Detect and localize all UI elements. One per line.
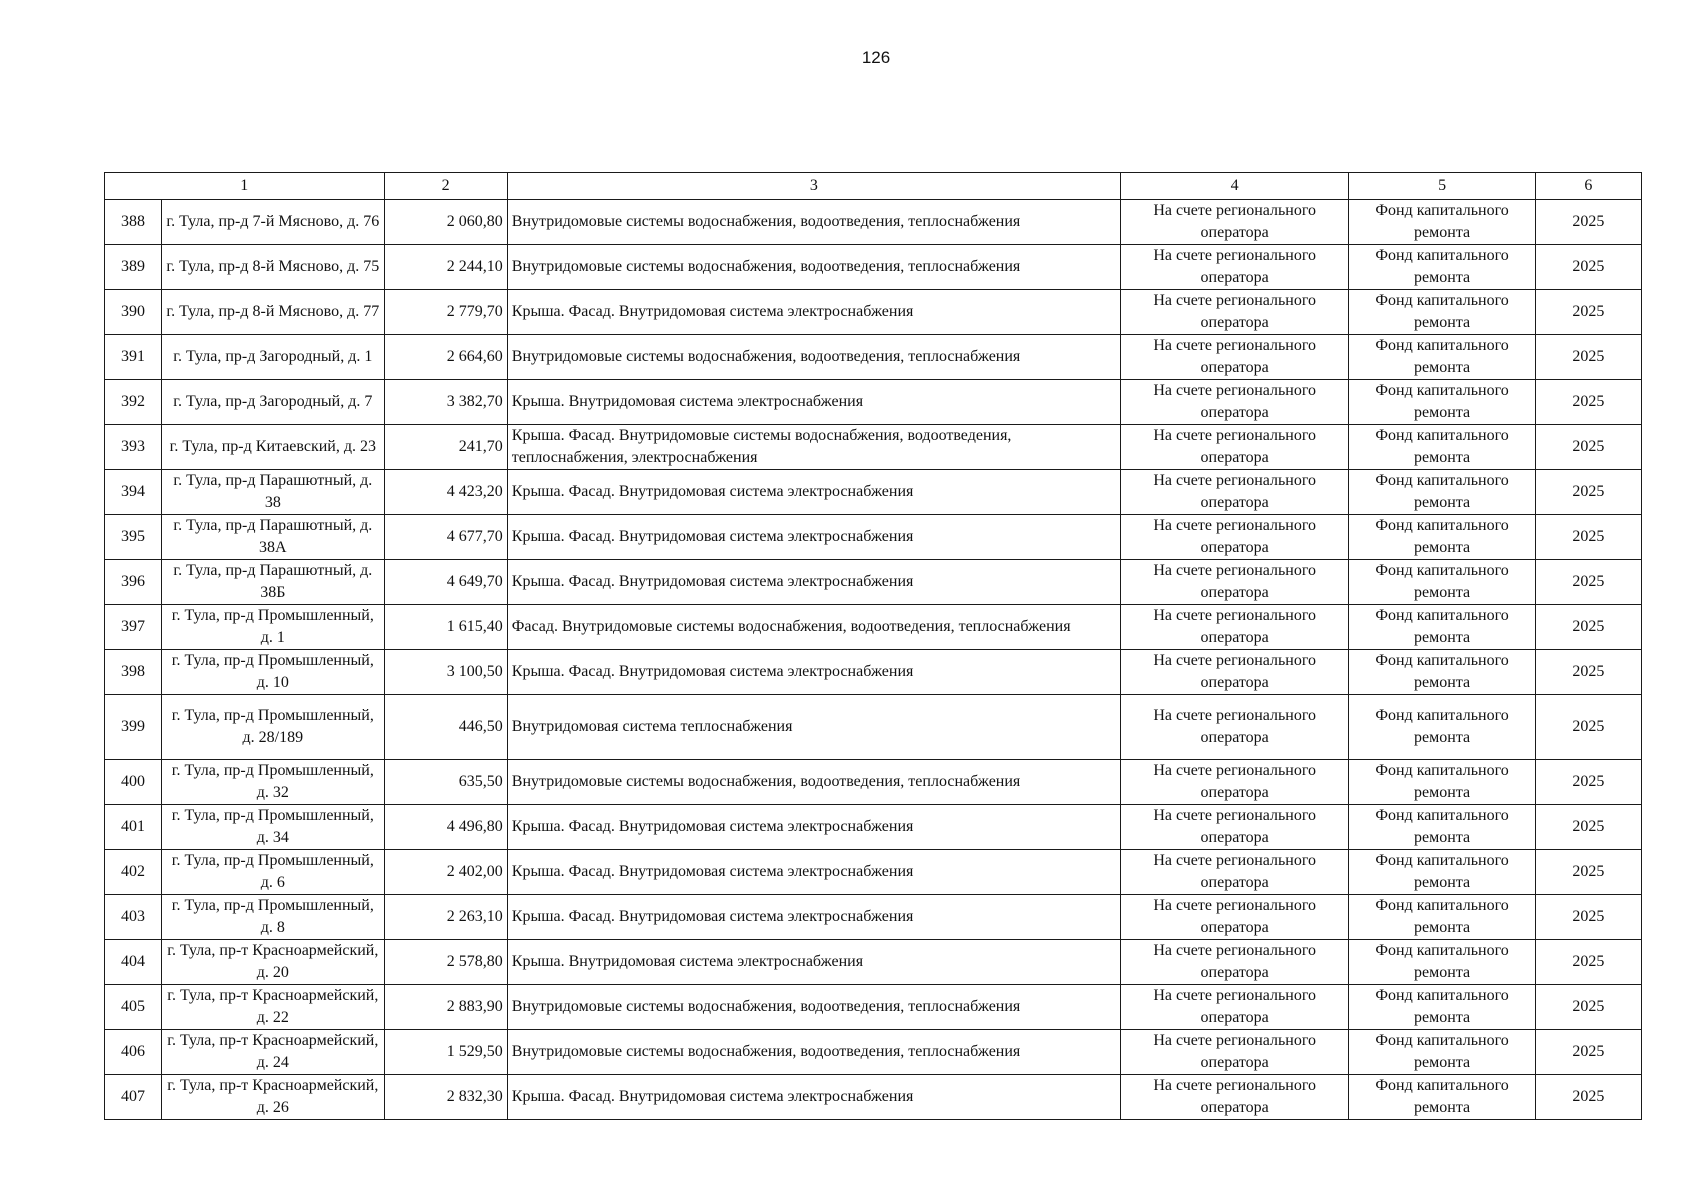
capital-repair-table (104, 172, 1642, 1120)
table-row (105, 850, 1642, 895)
account-cell: На счете регионального оператора (1120, 335, 1348, 380)
fund-cell: Фонд капитального ремонта (1349, 650, 1535, 695)
account-cell: На счете регионального оператора (1120, 805, 1348, 850)
works-cell: Фасад. Внутридомовые системы водоснабжения, водоотведения, теплоснабжения (507, 605, 1120, 650)
account-cell: На счете регионального оператора (1120, 515, 1348, 560)
account-cell: На счете регионального оператора (1120, 985, 1348, 1030)
address-cell: г. Тула, пр-д Парашютный, д. 38А (162, 515, 384, 560)
address-cell: г. Тула, пр-д 7-й Мясново, д. 76 (162, 200, 384, 245)
row-number: 406 (105, 1030, 162, 1075)
works-cell: Крыша. Фасад. Внутридомовая система электроснабжения (507, 805, 1120, 850)
address-cell: г. Тула, пр-д 8-й Мясново, д. 75 (162, 245, 384, 290)
row-number: 394 (105, 470, 162, 515)
address-cell: г. Тула, пр-д Промышленный, д. 8 (162, 895, 384, 940)
works-cell: Внутридомовые системы водоснабжения, водоотведения, теплоснабжения (507, 200, 1120, 245)
column-header-4: 4 (1120, 173, 1348, 200)
year-cell: 2025 (1535, 200, 1641, 245)
works-cell: Крыша. Фасад. Внутридомовая система электроснабжения (507, 515, 1120, 560)
year-cell: 2025 (1535, 1075, 1641, 1120)
area-cell: 2 402,00 (384, 850, 507, 895)
address-cell: г. Тула, пр-т Красноармейский, д. 24 (162, 1030, 384, 1075)
area-cell: 2 263,10 (384, 895, 507, 940)
row-number: 403 (105, 895, 162, 940)
fund-cell: Фонд капитального ремонта (1349, 695, 1535, 760)
works-cell: Крыша. Фасад. Внутридомовая система электроснабжения (507, 895, 1120, 940)
area-cell: 1 529,50 (384, 1030, 507, 1075)
area-cell: 4 649,70 (384, 560, 507, 605)
works-cell: Крыша. Внутридомовая система электроснабжения (507, 940, 1120, 985)
year-cell: 2025 (1535, 560, 1641, 605)
area-cell: 3 382,70 (384, 380, 507, 425)
table-row (105, 290, 1642, 335)
account-cell: На счете регионального оператора (1120, 1030, 1348, 1075)
account-cell: На счете регионального оператора (1120, 425, 1348, 470)
account-cell: На счете регионального оператора (1120, 560, 1348, 605)
fund-cell: Фонд капитального ремонта (1349, 895, 1535, 940)
fund-cell: Фонд капитального ремонта (1349, 380, 1535, 425)
works-cell: Внутридомовые системы водоснабжения, водоотведения, теплоснабжения (507, 985, 1120, 1030)
area-cell: 2 664,60 (384, 335, 507, 380)
table-row (105, 245, 1642, 290)
row-number: 398 (105, 650, 162, 695)
year-cell: 2025 (1535, 245, 1641, 290)
table-row (105, 335, 1642, 380)
area-cell: 241,70 (384, 425, 507, 470)
column-header-2: 2 (384, 173, 507, 200)
fund-cell: Фонд капитального ремонта (1349, 985, 1535, 1030)
row-number: 402 (105, 850, 162, 895)
works-cell: Внутридомовые системы водоснабжения, водоотведения, теплоснабжения (507, 760, 1120, 805)
row-number: 397 (105, 605, 162, 650)
fund-cell: Фонд капитального ремонта (1349, 560, 1535, 605)
row-number: 399 (105, 695, 162, 760)
column-header-5: 5 (1349, 173, 1535, 200)
fund-cell: Фонд капитального ремонта (1349, 940, 1535, 985)
works-cell: Крыша. Фасад. Внутридомовая система электроснабжения (507, 290, 1120, 335)
column-header-1: 1 (105, 173, 385, 200)
row-number: 401 (105, 805, 162, 850)
address-cell: г. Тула, пр-д Загородный, д. 1 (162, 335, 384, 380)
fund-cell: Фонд капитального ремонта (1349, 290, 1535, 335)
year-cell: 2025 (1535, 805, 1641, 850)
page-number: 126 (861, 48, 891, 67)
area-cell: 635,50 (384, 760, 507, 805)
account-cell: На счете регионального оператора (1120, 245, 1348, 290)
address-cell: г. Тула, пр-т Красноармейский, д. 26 (162, 1075, 384, 1120)
works-cell: Внутридомовые системы водоснабжения, водоотведения, теплоснабжения (507, 245, 1120, 290)
table-row (105, 760, 1642, 805)
table-row (105, 805, 1642, 850)
address-cell: г. Тула, пр-д Промышленный, д. 32 (162, 760, 384, 805)
table-row (105, 940, 1642, 985)
works-cell: Крыша. Фасад. Внутридомовая система электроснабжения (507, 1075, 1120, 1120)
row-number: 405 (105, 985, 162, 1030)
account-cell: На счете регионального оператора (1120, 895, 1348, 940)
area-cell: 2 060,80 (384, 200, 507, 245)
row-number: 392 (105, 380, 162, 425)
account-cell: На счете регионального оператора (1120, 695, 1348, 760)
table-row (105, 200, 1642, 245)
table-row (105, 695, 1642, 760)
year-cell: 2025 (1535, 760, 1641, 805)
address-cell: г. Тула, пр-д Промышленный, д. 1 (162, 605, 384, 650)
table-row (105, 985, 1642, 1030)
fund-cell: Фонд капитального ремонта (1349, 335, 1535, 380)
area-cell: 1 615,40 (384, 605, 507, 650)
works-cell: Крыша. Внутридомовая система электроснабжения (507, 380, 1120, 425)
row-number: 391 (105, 335, 162, 380)
address-cell: г. Тула, пр-д Парашютный, д. 38 (162, 470, 384, 515)
year-cell: 2025 (1535, 695, 1641, 760)
address-cell: г. Тула, пр-д Промышленный, д. 10 (162, 650, 384, 695)
account-cell: На счете регионального оператора (1120, 650, 1348, 695)
table-row (105, 650, 1642, 695)
fund-cell: Фонд капитального ремонта (1349, 200, 1535, 245)
area-cell: 446,50 (384, 695, 507, 760)
address-cell: г. Тула, пр-д 8-й Мясново, д. 77 (162, 290, 384, 335)
table-row (105, 1075, 1642, 1120)
fund-cell: Фонд капитального ремонта (1349, 1075, 1535, 1120)
year-cell: 2025 (1535, 850, 1641, 895)
row-number: 390 (105, 290, 162, 335)
address-cell: г. Тула, пр-д Промышленный, д. 28/189 (162, 695, 384, 760)
fund-cell: Фонд капитального ремонта (1349, 425, 1535, 470)
year-cell: 2025 (1535, 470, 1641, 515)
table-row (105, 470, 1642, 515)
area-cell: 4 423,20 (384, 470, 507, 515)
account-cell: На счете регионального оператора (1120, 200, 1348, 245)
fund-cell: Фонд капитального ремонта (1349, 805, 1535, 850)
area-cell: 4 496,80 (384, 805, 507, 850)
works-cell: Внутридомовая система теплоснабжения (507, 695, 1120, 760)
row-number: 388 (105, 200, 162, 245)
fund-cell: Фонд капитального ремонта (1349, 515, 1535, 560)
area-cell: 2 578,80 (384, 940, 507, 985)
year-cell: 2025 (1535, 425, 1641, 470)
fund-cell: Фонд капитального ремонта (1349, 605, 1535, 650)
row-number: 407 (105, 1075, 162, 1120)
area-cell: 4 677,70 (384, 515, 507, 560)
area-cell: 2 779,70 (384, 290, 507, 335)
table-row (105, 515, 1642, 560)
account-cell: На счете регионального оператора (1120, 1075, 1348, 1120)
table-header-row (105, 173, 1642, 200)
address-cell: г. Тула, пр-д Загородный, д. 7 (162, 380, 384, 425)
works-cell: Внутридомовые системы водоснабжения, водоотведения, теплоснабжения (507, 335, 1120, 380)
year-cell: 2025 (1535, 985, 1641, 1030)
fund-cell: Фонд капитального ремонта (1349, 1030, 1535, 1075)
row-number: 389 (105, 245, 162, 290)
row-number: 400 (105, 760, 162, 805)
table-row (105, 1030, 1642, 1075)
table-row (105, 425, 1642, 470)
area-cell: 2 832,30 (384, 1075, 507, 1120)
fund-cell: Фонд капитального ремонта (1349, 850, 1535, 895)
year-cell: 2025 (1535, 290, 1641, 335)
account-cell: На счете регионального оператора (1120, 940, 1348, 985)
year-cell: 2025 (1535, 650, 1641, 695)
account-cell: На счете регионального оператора (1120, 380, 1348, 425)
year-cell: 2025 (1535, 515, 1641, 560)
row-number: 393 (105, 425, 162, 470)
address-cell: г. Тула, пр-д Промышленный, д. 6 (162, 850, 384, 895)
table-row (105, 560, 1642, 605)
address-cell: г. Тула, пр-д Парашютный, д. 38Б (162, 560, 384, 605)
works-cell: Крыша. Фасад. Внутридомовая система электроснабжения (507, 560, 1120, 605)
table-row (105, 605, 1642, 650)
account-cell: На счете регионального оператора (1120, 290, 1348, 335)
area-cell: 2 883,90 (384, 985, 507, 1030)
row-number: 395 (105, 515, 162, 560)
area-cell: 3 100,50 (384, 650, 507, 695)
year-cell: 2025 (1535, 940, 1641, 985)
works-cell: Крыша. Фасад. Внутридомовые системы водоснабжения, водоотведения, теплоснабжения, электроснабжения (507, 425, 1120, 470)
fund-cell: Фонд капитального ремонта (1349, 470, 1535, 515)
area-cell: 2 244,10 (384, 245, 507, 290)
year-cell: 2025 (1535, 605, 1641, 650)
year-cell: 2025 (1535, 895, 1641, 940)
year-cell: 2025 (1535, 380, 1641, 425)
account-cell: На счете регионального оператора (1120, 760, 1348, 805)
account-cell: На счете регионального оператора (1120, 605, 1348, 650)
fund-cell: Фонд капитального ремонта (1349, 760, 1535, 805)
address-cell: г. Тула, пр-д Китаевский, д. 23 (162, 425, 384, 470)
address-cell: г. Тула, пр-т Красноармейский, д. 20 (162, 940, 384, 985)
row-number: 404 (105, 940, 162, 985)
works-cell: Внутридомовые системы водоснабжения, водоотведения, теплоснабжения (507, 1030, 1120, 1075)
year-cell: 2025 (1535, 1030, 1641, 1075)
column-header-6: 6 (1535, 173, 1641, 200)
year-cell: 2025 (1535, 335, 1641, 380)
row-number: 396 (105, 560, 162, 605)
account-cell: На счете регионального оператора (1120, 850, 1348, 895)
account-cell: На счете регионального оператора (1120, 470, 1348, 515)
address-cell: г. Тула, пр-т Красноармейский, д. 22 (162, 985, 384, 1030)
works-cell: Крыша. Фасад. Внутридомовая система электроснабжения (507, 650, 1120, 695)
table-row (105, 380, 1642, 425)
works-cell: Крыша. Фасад. Внутридомовая система электроснабжения (507, 470, 1120, 515)
table-row (105, 895, 1642, 940)
address-cell: г. Тула, пр-д Промышленный, д. 34 (162, 805, 384, 850)
works-cell: Крыша. Фасад. Внутридомовая система электроснабжения (507, 850, 1120, 895)
fund-cell: Фонд капитального ремонта (1349, 245, 1535, 290)
column-header-3: 3 (507, 173, 1120, 200)
